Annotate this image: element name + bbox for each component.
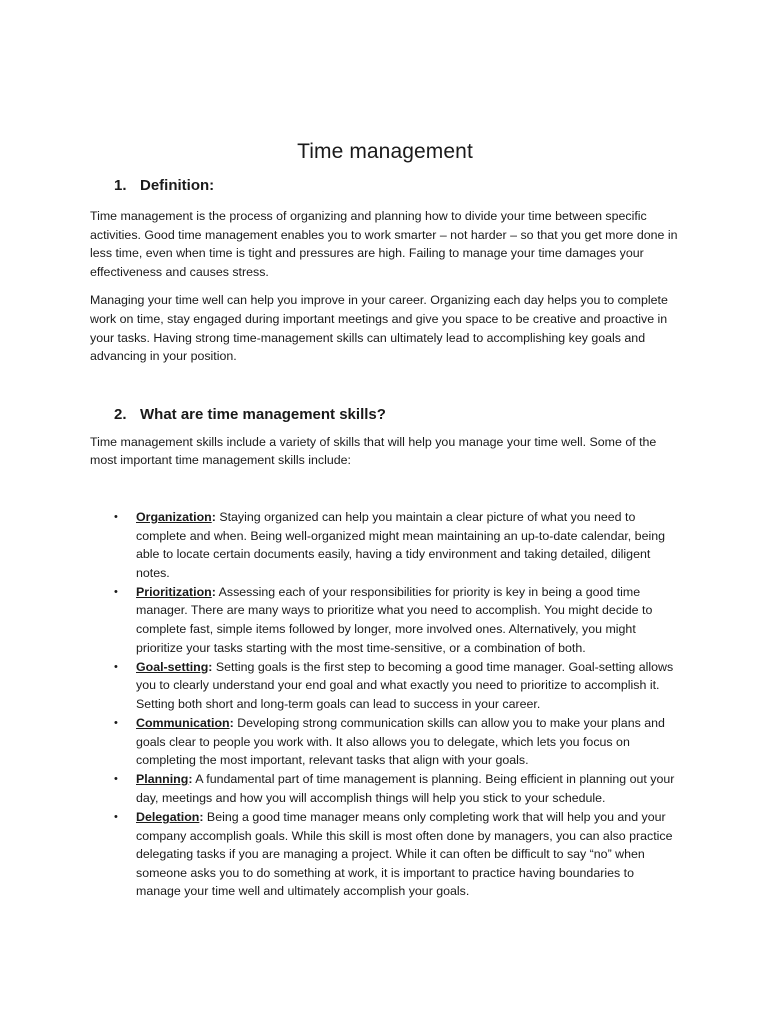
section-number: 2. bbox=[114, 405, 127, 423]
skill-description: Assessing each of your responsibilities for priority is key in being a good time manager. There are many ways to prioritize what you need to accomplish. You might decide to complete fast, simple items followed by longer, more involved ones. Alternatively, you might prioritize your tasks starting with the most time-sensitive, or a combination of both. bbox=[136, 584, 653, 655]
term-colon: : bbox=[188, 772, 193, 787]
section-heading-definition bbox=[90, 177, 680, 194]
list-item bbox=[90, 583, 680, 657]
section-number: 1. bbox=[114, 177, 127, 194]
skills-intro-paragraph: Time management skills include a variety of skills that will help you manage your time well. Some of the most important time management skills include: bbox=[90, 434, 657, 468]
bullet-icon: • bbox=[114, 660, 118, 673]
bullet-icon: • bbox=[114, 510, 118, 523]
term-colon: : bbox=[199, 809, 204, 824]
document-title: Time management bbox=[297, 140, 473, 163]
list-item bbox=[90, 658, 680, 714]
skill-description: Being a good time manager means only completing work that will help you and your company accomplish goals. While this skill is most often done by managers, you can also practice delegating tasks if you are managing a project. While it can often be difficult to say “no” when someone asks you to do something at work, it is important to practice having boundaries to manage your time well and ultimately accomplish your goals. bbox=[136, 809, 673, 899]
skill-term: Goal-setting bbox=[136, 659, 209, 674]
section-heading-text: What are time management skills? bbox=[140, 405, 386, 423]
bullet-icon: • bbox=[114, 773, 118, 786]
bullet-icon: • bbox=[114, 716, 118, 729]
definition-paragraph-1: Time management is the process of organizing and planning how to divide your time between specific activities. Good time management enables you to work smarter – not harder – so that you get more done in less time, even when time is tight and pressures are high. Failing to manage your time damages your effectiveness and causes stress. bbox=[90, 209, 678, 279]
list-item bbox=[90, 770, 680, 807]
skill-description: Developing strong communication skills can allow you to make your plans and goals clear to people you work with. It also allows you to delegate, which lets you focus on completing the most important, relevant tasks that align with your goals. bbox=[136, 715, 665, 768]
list-item bbox=[90, 808, 680, 901]
section-heading-text: Definition: bbox=[140, 177, 215, 194]
term-colon: : bbox=[211, 584, 216, 599]
term-colon: : bbox=[229, 715, 234, 730]
skills-list bbox=[90, 508, 680, 901]
skill-term: Delegation bbox=[136, 809, 200, 824]
bullet-icon: • bbox=[114, 810, 118, 823]
skill-description: Staying organized can help you maintain a clear picture of what you need to complete and when. Being well-organized might mean maintaining an up-to-date calendar, being able to locate certain documents easily, having a tidy environment and taking detailed, diligent notes. bbox=[136, 509, 665, 580]
skill-term: Planning bbox=[136, 772, 189, 787]
list-item bbox=[90, 508, 680, 582]
skill-term: Organization bbox=[136, 509, 212, 524]
skill-description: A fundamental part of time management is planning. Being efficient in planning out your day, meetings and how you will accomplish things will help you stick to your schedule. bbox=[136, 772, 675, 805]
skill-term: Communication bbox=[136, 715, 230, 730]
skill-term: Prioritization bbox=[136, 584, 212, 599]
skill-description: Setting goals is the first step to becoming a good time manager. Goal-setting allows you to clearly understand your end goal and what exactly you need to prioritize to accomplish it. Setting both short and long-term goals can lead to success in your career. bbox=[136, 659, 674, 711]
section-heading-skills bbox=[90, 406, 680, 423]
term-colon: : bbox=[208, 659, 213, 674]
list-item bbox=[90, 714, 680, 770]
definition-paragraph-2: Managing your time well can help you improve in your career. Organizing each day helps you to complete work on time, stay engaged during important meetings and give you space to be creative and proactive in your tasks. Having strong time-management skills can ultimately lead to accomplishing key goals and advancing in your position. bbox=[90, 293, 668, 364]
term-colon: : bbox=[211, 509, 216, 524]
bullet-icon: • bbox=[114, 585, 118, 598]
